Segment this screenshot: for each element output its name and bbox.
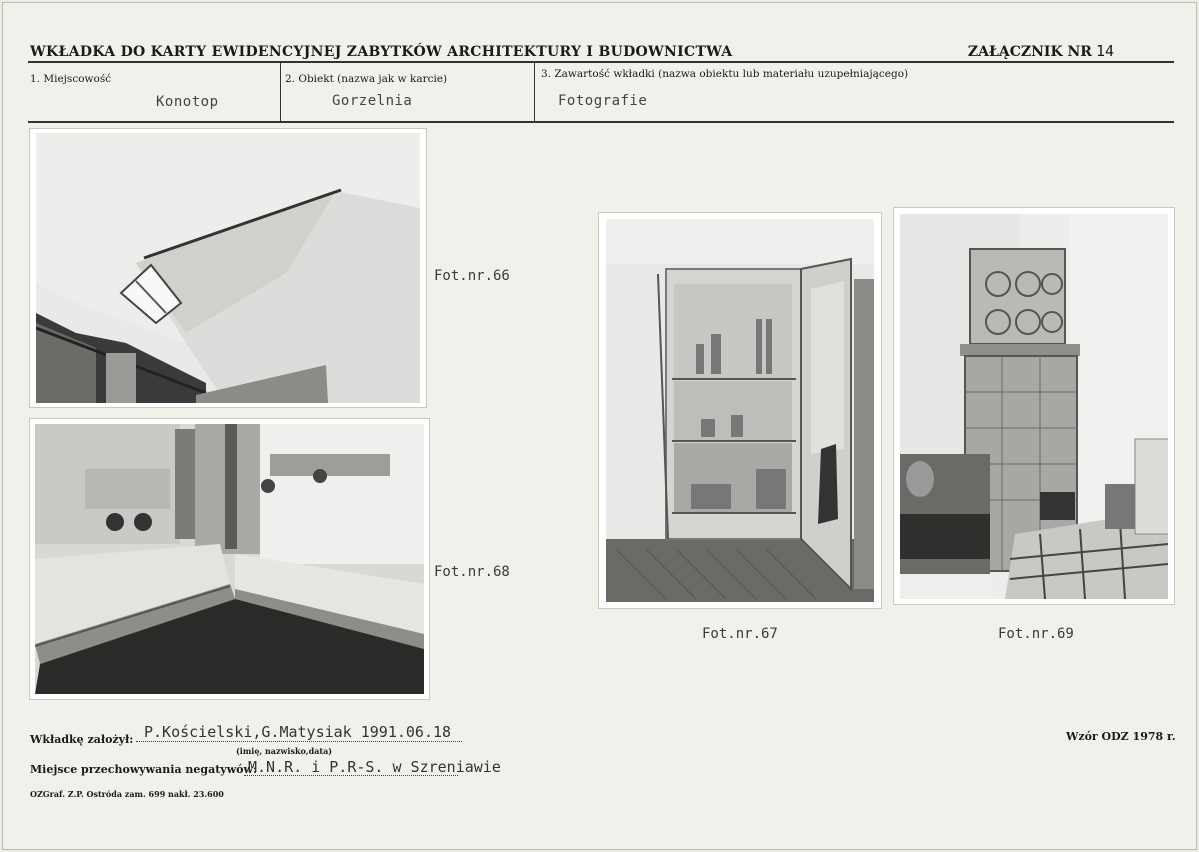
photo-69-image bbox=[900, 214, 1168, 599]
photo-69 bbox=[893, 207, 1175, 605]
created-by-line bbox=[136, 741, 462, 742]
form-number: Wzór ODZ 1978 r. bbox=[1066, 730, 1176, 743]
photo-67-image bbox=[606, 219, 874, 602]
object-value: Gorzelnia bbox=[332, 93, 413, 109]
created-by-label: Wkładkę założył: bbox=[30, 733, 134, 746]
document-title: WKŁADKA DO KARTY EWIDENCYJNEJ ZABYTKÓW ARCHITEKTURY I BUDOWNICTWA bbox=[30, 44, 733, 60]
contents-label: 3. Zawartość wkładki (nazwa obiektu lub materiału uzupełniającego) bbox=[541, 68, 909, 80]
object-label: 2. Obiekt (nazwa jak w karcie) bbox=[285, 73, 448, 85]
caption-66: Fot.nr.66 bbox=[434, 268, 510, 284]
photo-67 bbox=[598, 212, 882, 609]
photo-66 bbox=[29, 128, 427, 408]
locality-value: Konotop bbox=[156, 94, 219, 110]
attachment-number bbox=[968, 42, 1114, 60]
created-by-value: P.Kościelski,G.Matysiak 1991.06.18 bbox=[144, 723, 452, 741]
photo-68-image bbox=[35, 424, 424, 694]
created-by-hint: (imię, nazwisko,data) bbox=[236, 746, 333, 756]
printer-info: OZGraf. Z.P. Ostróda zam. 699 nakł. 23.600 bbox=[30, 789, 224, 799]
photo-68 bbox=[29, 418, 430, 700]
header-rule-top bbox=[28, 61, 1174, 63]
storage-value: M.N.R. i P.R-S. w Szreniawie bbox=[248, 758, 501, 776]
field-divider-2 bbox=[534, 63, 535, 122]
photo-66-image bbox=[36, 133, 420, 403]
attachment-value: 14 bbox=[1095, 42, 1114, 60]
attachment-label: ZAŁĄCZNIK NR bbox=[967, 44, 1092, 60]
storage-line bbox=[244, 775, 458, 776]
caption-69: Fot.nr.69 bbox=[998, 626, 1074, 642]
caption-68: Fot.nr.68 bbox=[434, 564, 510, 580]
contents-value: Fotografie bbox=[558, 93, 648, 109]
field-divider-1 bbox=[280, 63, 281, 122]
storage-label: Miejsce przechowywania negatywów: bbox=[30, 763, 258, 776]
caption-67: Fot.nr.67 bbox=[702, 626, 778, 642]
locality-label: 1. Miejscowość bbox=[30, 73, 112, 85]
header-rule-bottom bbox=[28, 121, 1174, 123]
